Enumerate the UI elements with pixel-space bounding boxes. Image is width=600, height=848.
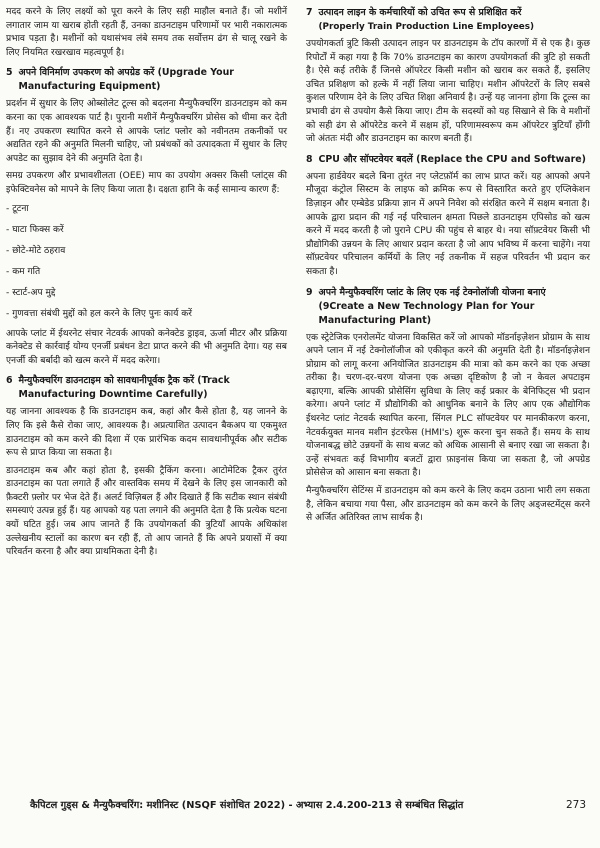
- section-9-number: 9: [306, 286, 313, 298]
- section-6-title: मैन्युफैक्चरिंग डाउनटाइम को सावधानीपूर्वक ट्रैक करें (Track Manufacturing Downtime Carefully): [18, 375, 230, 401]
- section-9-title: अपने मैन्युफैक्चरिंग प्लांट के लिए एक नई टेक्नोलॉजी योजना बनाएं (9Create a New Technology Plan for Your Manufacturing Plant): [318, 286, 546, 326]
- intro-paragraph: मदद करने के लिए लक्ष्यों को पूरा करने के लिए सही माहौल बनाते हैं। जो मशीनें लगातार जाम या खराब होती रहती हैं, उनका डाउनटाइम परिणामों पर भारी नकारात्मक प्रभाव पड़ता है। मशीनों को यथासंभव लंबे समय तक सर्वोत्तम ढंग से चालू रखने के लिए नियमित रखरखाव महत्वपूर्ण है।: [6, 7, 287, 58]
- right-column: [306, 6, 590, 530]
- section-7-title: उत्पादन लाइन के कर्मचारियों को उचित रूप से प्रशिक्षित करें: [318, 7, 522, 18]
- section-5-number: 5: [6, 67, 13, 79]
- section-6-paragraph: यह जानना आवश्यक है कि डाउनटाइम कब, कहां और कैसे होता है, यह जानने के लिए कि इसे कैसे रोका जाए, आवश्यक है। अप्रत्याशित उत्पादन बैकअप या एकमुश्त डाउनटाइम को कम करने की दिशा में एक प्रारंभिक कदम सावधानीपूर्वक और सटीक रूप से प्राप्त किया जा सकता है।: [6, 407, 287, 459]
- section-7-heading: [306, 6, 590, 34]
- section-9-heading: [306, 286, 590, 328]
- list-item: - छोटे-मोटे ठहराव: [6, 245, 66, 256]
- section-5-title: अपने विनिर्माण उपकरण को अपग्रेड करें (Upgrade Your Manufacturing Equipment): [18, 67, 234, 93]
- section-9-paragraph: एक स्ट्रेटेजिक एनरोलमेंट योजना विकसित करें जो आपको मॉडर्नाइज़ेशन प्रोग्राम के साथ अपने प्लान में नई टेक्नोलॉजीज को एकीकृत करने की अनुमति देती है। मॉडर्नाइज़ेशन प्रोग्राम को लागू करना अनियोजित डाउनटाइम की मात्रा को कम करने का एक अच्छा तरीका है। चरण-दर-चरण योजना एक अच्छा दृष्टिकोण है जो न केवल अपटाइम बढ़ाएगा, बल्कि आपकी प्रोसेसिंग सुविधा के लिए कई प्रकार के बेनिफिट्स भी प्रदान करेगा। अपने प्लांट में प्रौद्योगिकी को आधुनिक बनाने के लिए आप एक औद्योगिक ईथरनेट प्लांट नेटवर्क स्थापित करना, सिंगल PLC सॉफ्टवेयर पर मानकीकरण करना, नेटवर्कयुक्त मानव मशीन इंटरफेस (HMI's) शुरू करना चुन सकते हैं। समय के साथ योजनाबद्ध छोटे उन्नयनों के साथ बजट को अधिक आसानी से बनाए रखा जा सकता है। उन्हें संभवतः कई विभागीय बजटों द्वारा फ़ाइनांस किया जा सकता है, जो अपग्रेड प्रोसेसेज को आसान बना सकता है।: [306, 332, 590, 479]
- section-6-paragraph: डाउनटाइम कब और कहां होता है, इसकी ट्रैकिंग करना। आटोमेटिक ट्रैकर तुरंत डाउनटाइम का पता लगाते हैं और वास्तविक समय में देखने के लिए इस जानकारी को फ़ैक्टरी फ़्लोर पर भेज देते हैं। अलर्ट विज़िबल हैं और दिखाते हैं कि सटीक स्थान संबंधी समस्याएं उत्पन्न हुई हैं। यह आपको यह पता लगाने की अनुमति देता है कि प्रत्येक घटना क्यों घटित हुई। जब आप जानते हैं कि उपयोगकर्ता की त्रुटियाँ आपके अधिकांश उल्लेखनीय स्टालों का कारण बन रही हैं, तो आप जानते हैं कि अपने प्रयासों में क्या परिवर्तन करना है और क्या प्राथमिकता देनी है।: [6, 465, 287, 558]
- section-8-title: CPU और सॉफ्टवेयर बदलें (Replace the CPU and Software): [318, 153, 586, 165]
- section-5-paragraph: प्रदर्शन में सुधार के लिए ओब्सोलेट टूल्स को बदलना मैन्युफैक्चरिंग डाउनटाइम को कम करना का एक आवश्यक पार्ट है। पुरानी मशीनें मैन्युफैक्चरिंग प्रोसेस को धीमा कर देती हैं। नए उपकरण स्थापित करने से आपके प्लांट फ्लोर को नवीनतम तकनीकों पर अद्यतित रहने की अनुमति मिलनी चाहिए, जो प्रबंधकों को उत्पादकता में सुधार के लिए अपडेट का सुझाव देने की अनुमति देता है।: [6, 99, 287, 164]
- left-column: [6, 6, 287, 564]
- footer-title: कैपिटल गुड्स & मैन्युफैक्चरिंग: मशीनिस्ट (NSQF संशोधित 2022) - अभ्यास 2.4.200-213 से सम्बंधित सिद्धांत: [30, 800, 464, 811]
- section-7-paragraph: उपयोगकर्ता त्रुटि किसी उत्पादन लाइन पर डाउनटाइम के टॉप कारणों में से एक है। कुछ रिपोर्टों में कहा गया है कि 70% डाउनटाइम का कारण उपयोगकर्ता की त्रुटि हो सकती है। ऐसे कई तरीके हैं जिनसे ऑपरेटर किसी मशीन को खराब कर सकते हैं, इसलिए उचित प्रशिक्षण को हल्के में नहीं लिया जाना चाहिए। मशीन ऑपरेटरों के लिए सबसे कुशल परिणाम देने के लिए उचित शिक्षा अनिवार्य है। उन्हें यह जानना होगा कि टूल्स का प्रभावी ढंग से उपयोग कैसे किया जाए। टीम के सदस्यों को यह सिखाने से कि वे मशीनों को सही ढंग से ऑपरेटेड करने में सक्षम हों, परिणामस्वरूप कम ऑपरेटर त्रुटियाँ होंगी जो अंततः मंदी और डाउनटाइम का कारण बनती हैं।: [306, 39, 590, 145]
- section-9-paragraph: मैन्युफैक्चरिंग सेटिंग्स में डाउनटाइम को कम करने के लिए कदम उठाना भारी लग सकता है, लेकिन बचाया गया पैसा, और डाउनटाइम को कम करने के लिए अड्जस्टमेंट्स करने से अर्जित अतिरिक्त लाभ सार्थक है।: [306, 486, 590, 524]
- efficiency-loss-causes-list: [6, 202, 287, 321]
- section-8-number: 8: [306, 153, 313, 165]
- list-item: - स्टार्ट-अप मुद्दे: [6, 287, 56, 298]
- section-8-paragraph: अपना हार्डवेयर बदले बिना तुरंत नए प्लेटफ़ॉर्म का लाभ प्राप्त करें। यह आपको अपने मौजूदा कंट्रोल सिस्टम के लाइफ को क्रमिक रूप से विस्तारित करते हुए एप्लिकेशन डिज़ाइन और एम्बेडेड प्रक्रिया ज्ञान में अपने निवेश को संरक्षित करने में सक्षम बनाता है। आपके द्वारा प्रदान की गई नई परिचालन क्षमता पिछले डाउनटाइम एपिसोड को खत्म करने में मदद करती है जो पुराने CPU की पहुंच से बाहर थे। नया सॉफ़्टवेयर किसी भी प्रौद्योगिकी उन्नयन के लिए आधार प्रदान करता है जो आप भविष्य में करना चाहेंगे। नया सॉफ़्टवेयर परिचालन कर्मियों के लिए नई तकनीक में सहज परिवर्तन भी प्रदान कर सकता है।: [306, 171, 590, 277]
- section-8-heading: [306, 153, 590, 167]
- section-5-paragraph: समग्र उपकरण और प्रभावशीलता (OEE) माप का उपयोग अक्सर किसी प्लांट्स की इफेक्टिवनेस को मापने के लिए किया जाता है। दक्षता हानि के कई सामान्य कारण हैं:: [6, 171, 287, 195]
- section-6-number: 6: [6, 375, 13, 387]
- list-item: - गुणवत्ता संबंधी मुद्दों को हल करने के लिए पुनः कार्य करें: [6, 308, 192, 319]
- section-6-heading: [6, 374, 287, 402]
- section-7-number: 7: [306, 7, 313, 18]
- list-item: - टूटना: [6, 203, 29, 214]
- list-item: - कम गति: [6, 266, 41, 277]
- page-number: 273: [565, 799, 586, 811]
- page-footer: [30, 798, 586, 811]
- list-item: - घाटा फिक्स करें: [6, 224, 64, 235]
- section-5-after-paragraph: आपके प्लांट में ईथरनेट संचार नेटवर्क आपको कनेक्टेड ड्राइव, ऊर्जा मीटर और प्रक्रिया कनेक्टेड से कार्रवाई योग्य एनर्जी प्रबंधन डेटा प्राप्त करने की भी अनुमति देगा। यह सब एनर्जी की बर्बादी को खत्म करने में मदद करेगा।: [6, 328, 287, 366]
- section-7-subtitle: (Properly Train Production Line Employees): [318, 22, 535, 32]
- section-5-heading: [6, 66, 287, 94]
